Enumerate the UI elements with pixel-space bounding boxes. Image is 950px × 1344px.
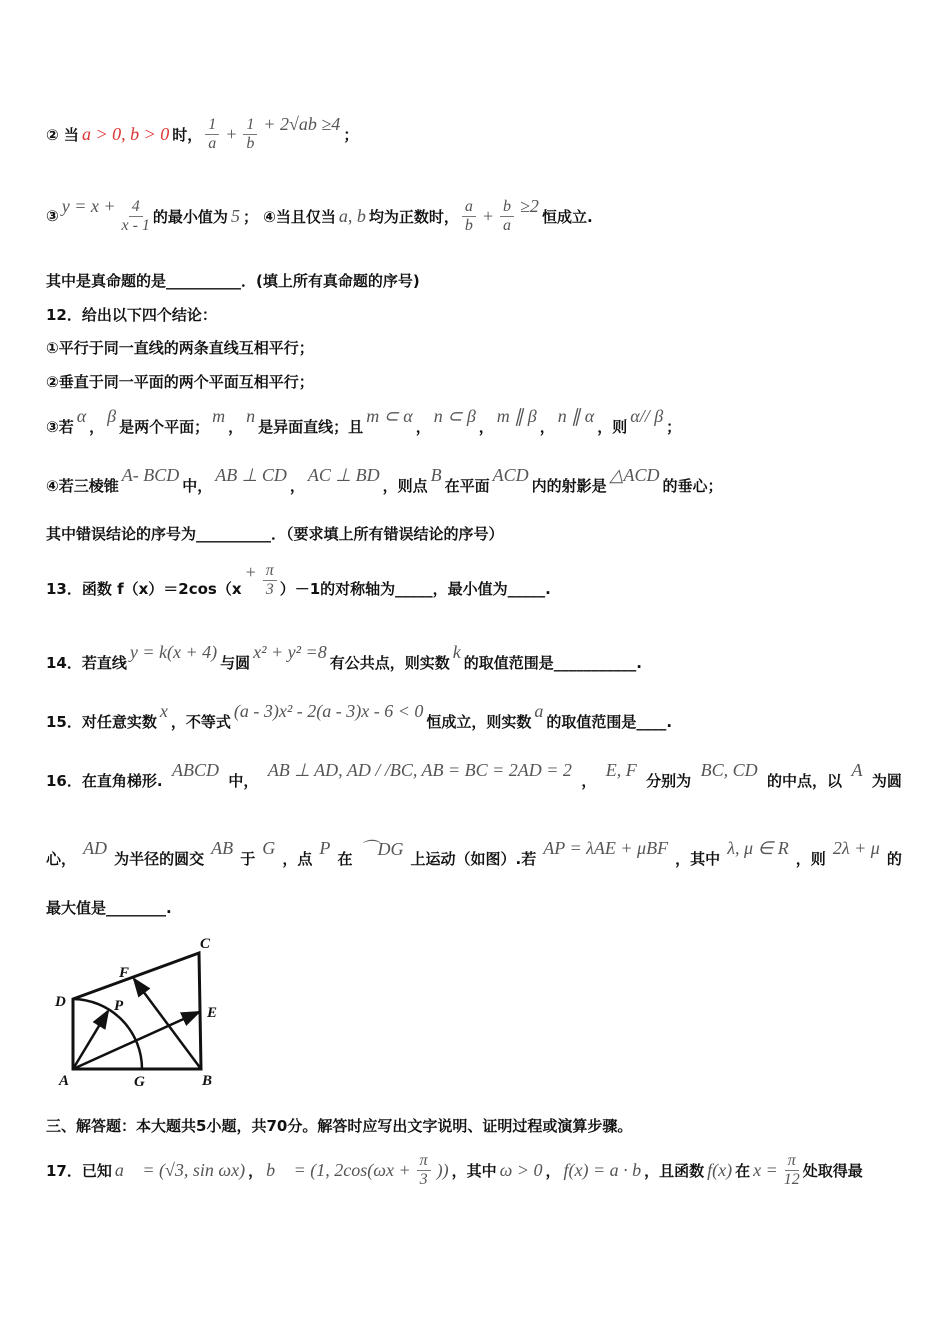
math-expression: G [262, 837, 276, 858]
label-g: G [134, 1074, 145, 1088]
label-f: F [119, 965, 130, 981]
text-segment: 在 [735, 1161, 751, 1180]
trapezoid-figure [48, 928, 228, 1088]
text-segment: 分别为 [646, 772, 692, 790]
text-segment: 有公共点，则实数 [329, 654, 450, 672]
text-segment: 的取值范围是___________. [463, 654, 642, 672]
text-segment: ，其中 [451, 1161, 497, 1180]
math-expression: f(x) = a · b [563, 1159, 642, 1180]
fraction [121, 198, 149, 234]
text-segment: 17．已知 [46, 1161, 112, 1180]
text-segment: 15．对任意实数 [46, 713, 157, 731]
line-q16-part3 [46, 897, 172, 918]
text-segment: ，点 [282, 849, 313, 868]
text-segment: 与圆 [220, 654, 251, 672]
label-e: E [207, 1005, 218, 1021]
math-expression: x [159, 701, 168, 721]
text-segment: ，不等式 [170, 713, 231, 731]
label-p: P [114, 998, 124, 1014]
fraction [263, 562, 277, 598]
text-segment: 均为正数时， [368, 207, 459, 226]
text-segment: ， [89, 418, 105, 436]
text-segment: ③ [46, 207, 59, 226]
math-expression: + [225, 123, 238, 144]
fraction-numerator: π [785, 1152, 799, 1171]
line-q12-item3 [46, 406, 682, 437]
line-q12-item4 [46, 465, 723, 496]
line-q11-item2 [46, 113, 359, 152]
label-b: B [202, 1073, 213, 1088]
math-expression: AD [83, 837, 108, 858]
line-q17 [46, 1152, 863, 1188]
text-segment: 中， [182, 477, 213, 495]
math-expression: AB ⊥ AD, AD / /BC, AB = BC = 2AD = 2 [267, 760, 572, 780]
math-expression: m ⊂ α [366, 406, 413, 426]
math-expression: m [212, 406, 226, 426]
math-expression: )) [436, 1159, 449, 1180]
text-segment: 处取得最 [802, 1161, 863, 1180]
arc-dg [73, 999, 142, 1069]
line-q15 [46, 701, 673, 732]
text-segment: ； [343, 125, 359, 144]
line-q14 [46, 642, 642, 673]
text-segment: ； [666, 418, 682, 436]
text-segment: 上运动（如图）.若 [410, 849, 537, 868]
text-segment: 时， [172, 125, 203, 144]
math-expression: ABCD [171, 760, 219, 780]
text-segment: 在平面 [444, 477, 490, 495]
fraction-numerator: π [263, 562, 277, 581]
text-segment: 14．若直线 [46, 654, 127, 672]
line-q13 [46, 562, 551, 606]
text-segment: ，则 [597, 418, 628, 436]
fraction-denominator: 3 [265, 580, 274, 598]
math-expression: α// β [630, 406, 664, 426]
line-q16-part1 [46, 760, 902, 791]
fraction-numerator: 4 [129, 198, 143, 217]
math-expression: ≥2 [520, 195, 539, 216]
text-segment: ②垂直于同一平面的两个平面互相平行； [46, 373, 314, 391]
fraction [417, 1152, 431, 1188]
math-expression: AC ⊥ BD [307, 465, 380, 485]
math-expression: f(x) [707, 1159, 733, 1180]
text-segment: 是异面直线；且 [258, 418, 364, 436]
text-segment: 12．给出以下四个结论： [46, 306, 217, 324]
math-expression: a⃗ = (√3, sin ωx) [114, 1159, 246, 1180]
line-q12-answer [46, 523, 504, 544]
math-expression: + 2√ab ≥4 [263, 113, 341, 134]
fraction-numerator: a [462, 198, 476, 217]
text-segment: 内的射影是 [531, 477, 607, 495]
text-segment: 是两个平面； [119, 418, 210, 436]
line-q11-items3-4 [46, 195, 593, 234]
label-d: D [55, 994, 66, 1010]
text-segment: 其中是真命题的是__________．(填上所有真命题的序号) [46, 272, 420, 290]
fraction [205, 116, 219, 152]
math-expression: AB ⊥ CD [215, 465, 287, 485]
text-segment: ， [478, 418, 494, 436]
label-c: C [200, 936, 211, 952]
text-segment: ， [248, 1161, 264, 1180]
text-segment: ② 当 [46, 125, 79, 144]
text-segment: 最大值是________. [46, 899, 172, 917]
text-segment: ，且函数 [644, 1161, 705, 1180]
math-expression: P [319, 837, 331, 858]
math-expression: m ∥ β [496, 406, 537, 426]
vector-bf [134, 979, 201, 1069]
fraction [500, 198, 514, 234]
math-expression: x² + y² =8 [253, 642, 327, 662]
text-segment: ， [581, 772, 597, 790]
text-segment: ， [228, 418, 244, 436]
fraction-denominator: 12 [783, 1170, 800, 1188]
text-segment: ，其中 [675, 849, 721, 868]
fraction-numerator: 1 [243, 116, 257, 135]
math-expression: E, F [605, 760, 637, 780]
text-segment: 为圆 [871, 772, 902, 790]
fraction-numerator: b [500, 198, 514, 217]
math-expression: a, b [338, 205, 366, 226]
fraction-denominator: b [246, 134, 255, 152]
math-expression: A- BCD [121, 465, 180, 485]
math-expression: n [246, 406, 256, 426]
math-expression: a [534, 701, 544, 721]
fraction-denominator: 3 [419, 1170, 428, 1188]
fraction [462, 198, 476, 234]
text-segment: ， [539, 418, 555, 436]
text-segment: 16．在直角梯形. [46, 772, 163, 790]
fraction-numerator: π [417, 1152, 431, 1171]
text-segment: 于 [240, 849, 256, 868]
line-q11-answer [46, 270, 420, 291]
math-expression: k [452, 642, 461, 662]
label-a: A [59, 1073, 70, 1088]
line-q12-item2 [46, 371, 314, 392]
text-segment: ③若 [46, 418, 74, 436]
text-segment: ④若三棱锥 [46, 477, 119, 495]
math-expression: 2λ + μ [832, 837, 880, 858]
fraction-numerator: 1 [205, 116, 219, 135]
math-expression: 5 [230, 205, 240, 226]
math-expression: A [851, 760, 863, 780]
text-segment: ， [289, 477, 305, 495]
text-segment: ， [545, 1161, 561, 1180]
text-segment: 三、解答题：本大题共5小题，共70分。解答时应写出文字说明、证明过程或演算步骤。 [46, 1117, 633, 1135]
fraction-denominator: a [208, 134, 217, 152]
math-expression: n ⊂ β [433, 406, 476, 426]
math-expression: BC, CD [700, 760, 758, 780]
math-expression: a > 0, b > 0 [81, 123, 170, 144]
math-expression: △ACD [609, 465, 660, 485]
math-expression: λ, μ ∈ R [727, 837, 789, 858]
trapezoid-outline [73, 953, 201, 1069]
text-segment: ①平行于同一直线的两条直线互相平行； [46, 339, 314, 357]
math-expression: x = [753, 1159, 778, 1180]
text-segment: 恒成立. [541, 207, 593, 226]
text-segment: ， [415, 418, 431, 436]
math-expression: B [430, 465, 442, 485]
math-expression: b⃗ = (1, 2cos(ωx + [266, 1159, 411, 1180]
text-segment: 心， [46, 849, 77, 868]
math-expression: n ∥ α [557, 406, 595, 426]
math-expression: y = x + [61, 195, 116, 216]
text-segment: 的中点，以 [767, 772, 843, 790]
line-q16-part2 [46, 837, 902, 871]
math-expression: ω > 0 [499, 1159, 543, 1180]
plus-sign: + [244, 562, 257, 582]
text-segment: ，则 [795, 849, 826, 868]
fraction-denominator: b [464, 216, 473, 234]
math-expression: ACD [492, 465, 529, 485]
line-q12-item1 [46, 337, 314, 358]
math-expression: β [107, 406, 117, 426]
math-expression: y = k(x + 4) [129, 642, 218, 662]
text-segment: 的垂心； [662, 477, 723, 495]
fraction [243, 116, 257, 152]
fraction-denominator: a [503, 216, 512, 234]
text-segment: 恒成立，则实数 [426, 713, 532, 731]
math-expression: (a - 3)x² - 2(a - 3)x - 6 < 0 [233, 701, 424, 721]
text-segment: 13．函数 f（x）＝2cos（x [46, 579, 242, 598]
text-segment: ； ④当且仅当 [242, 207, 336, 226]
fraction-denominator: x - 1 [121, 216, 150, 234]
text-segment: ）－1的对称轴为_____，最小值为_____. [279, 579, 551, 598]
text-segment: 中， [228, 772, 259, 790]
text-segment: 其中错误结论的序号为__________．（要求填上所有错误结论的序号） [46, 525, 504, 543]
math-expression: AB [211, 837, 234, 858]
math-expression: AP = λAE + μBF [543, 837, 669, 858]
plus-fraction [242, 562, 280, 598]
math-expression: ⌒DG [359, 839, 404, 859]
text-segment: ，则点 [382, 477, 428, 495]
text-segment: 在 [337, 849, 353, 868]
text-segment: 为半径的圆交 [114, 849, 205, 868]
math-expression: α [76, 406, 87, 426]
text-segment: 的取值范围是____. [546, 713, 673, 731]
line-q12-title [46, 304, 217, 325]
fraction [784, 1152, 800, 1188]
section-heading-answers [46, 1115, 632, 1136]
text-segment: 的最小值为 [152, 207, 228, 226]
math-expression: + [481, 205, 495, 226]
text-segment: 的 [886, 849, 902, 868]
